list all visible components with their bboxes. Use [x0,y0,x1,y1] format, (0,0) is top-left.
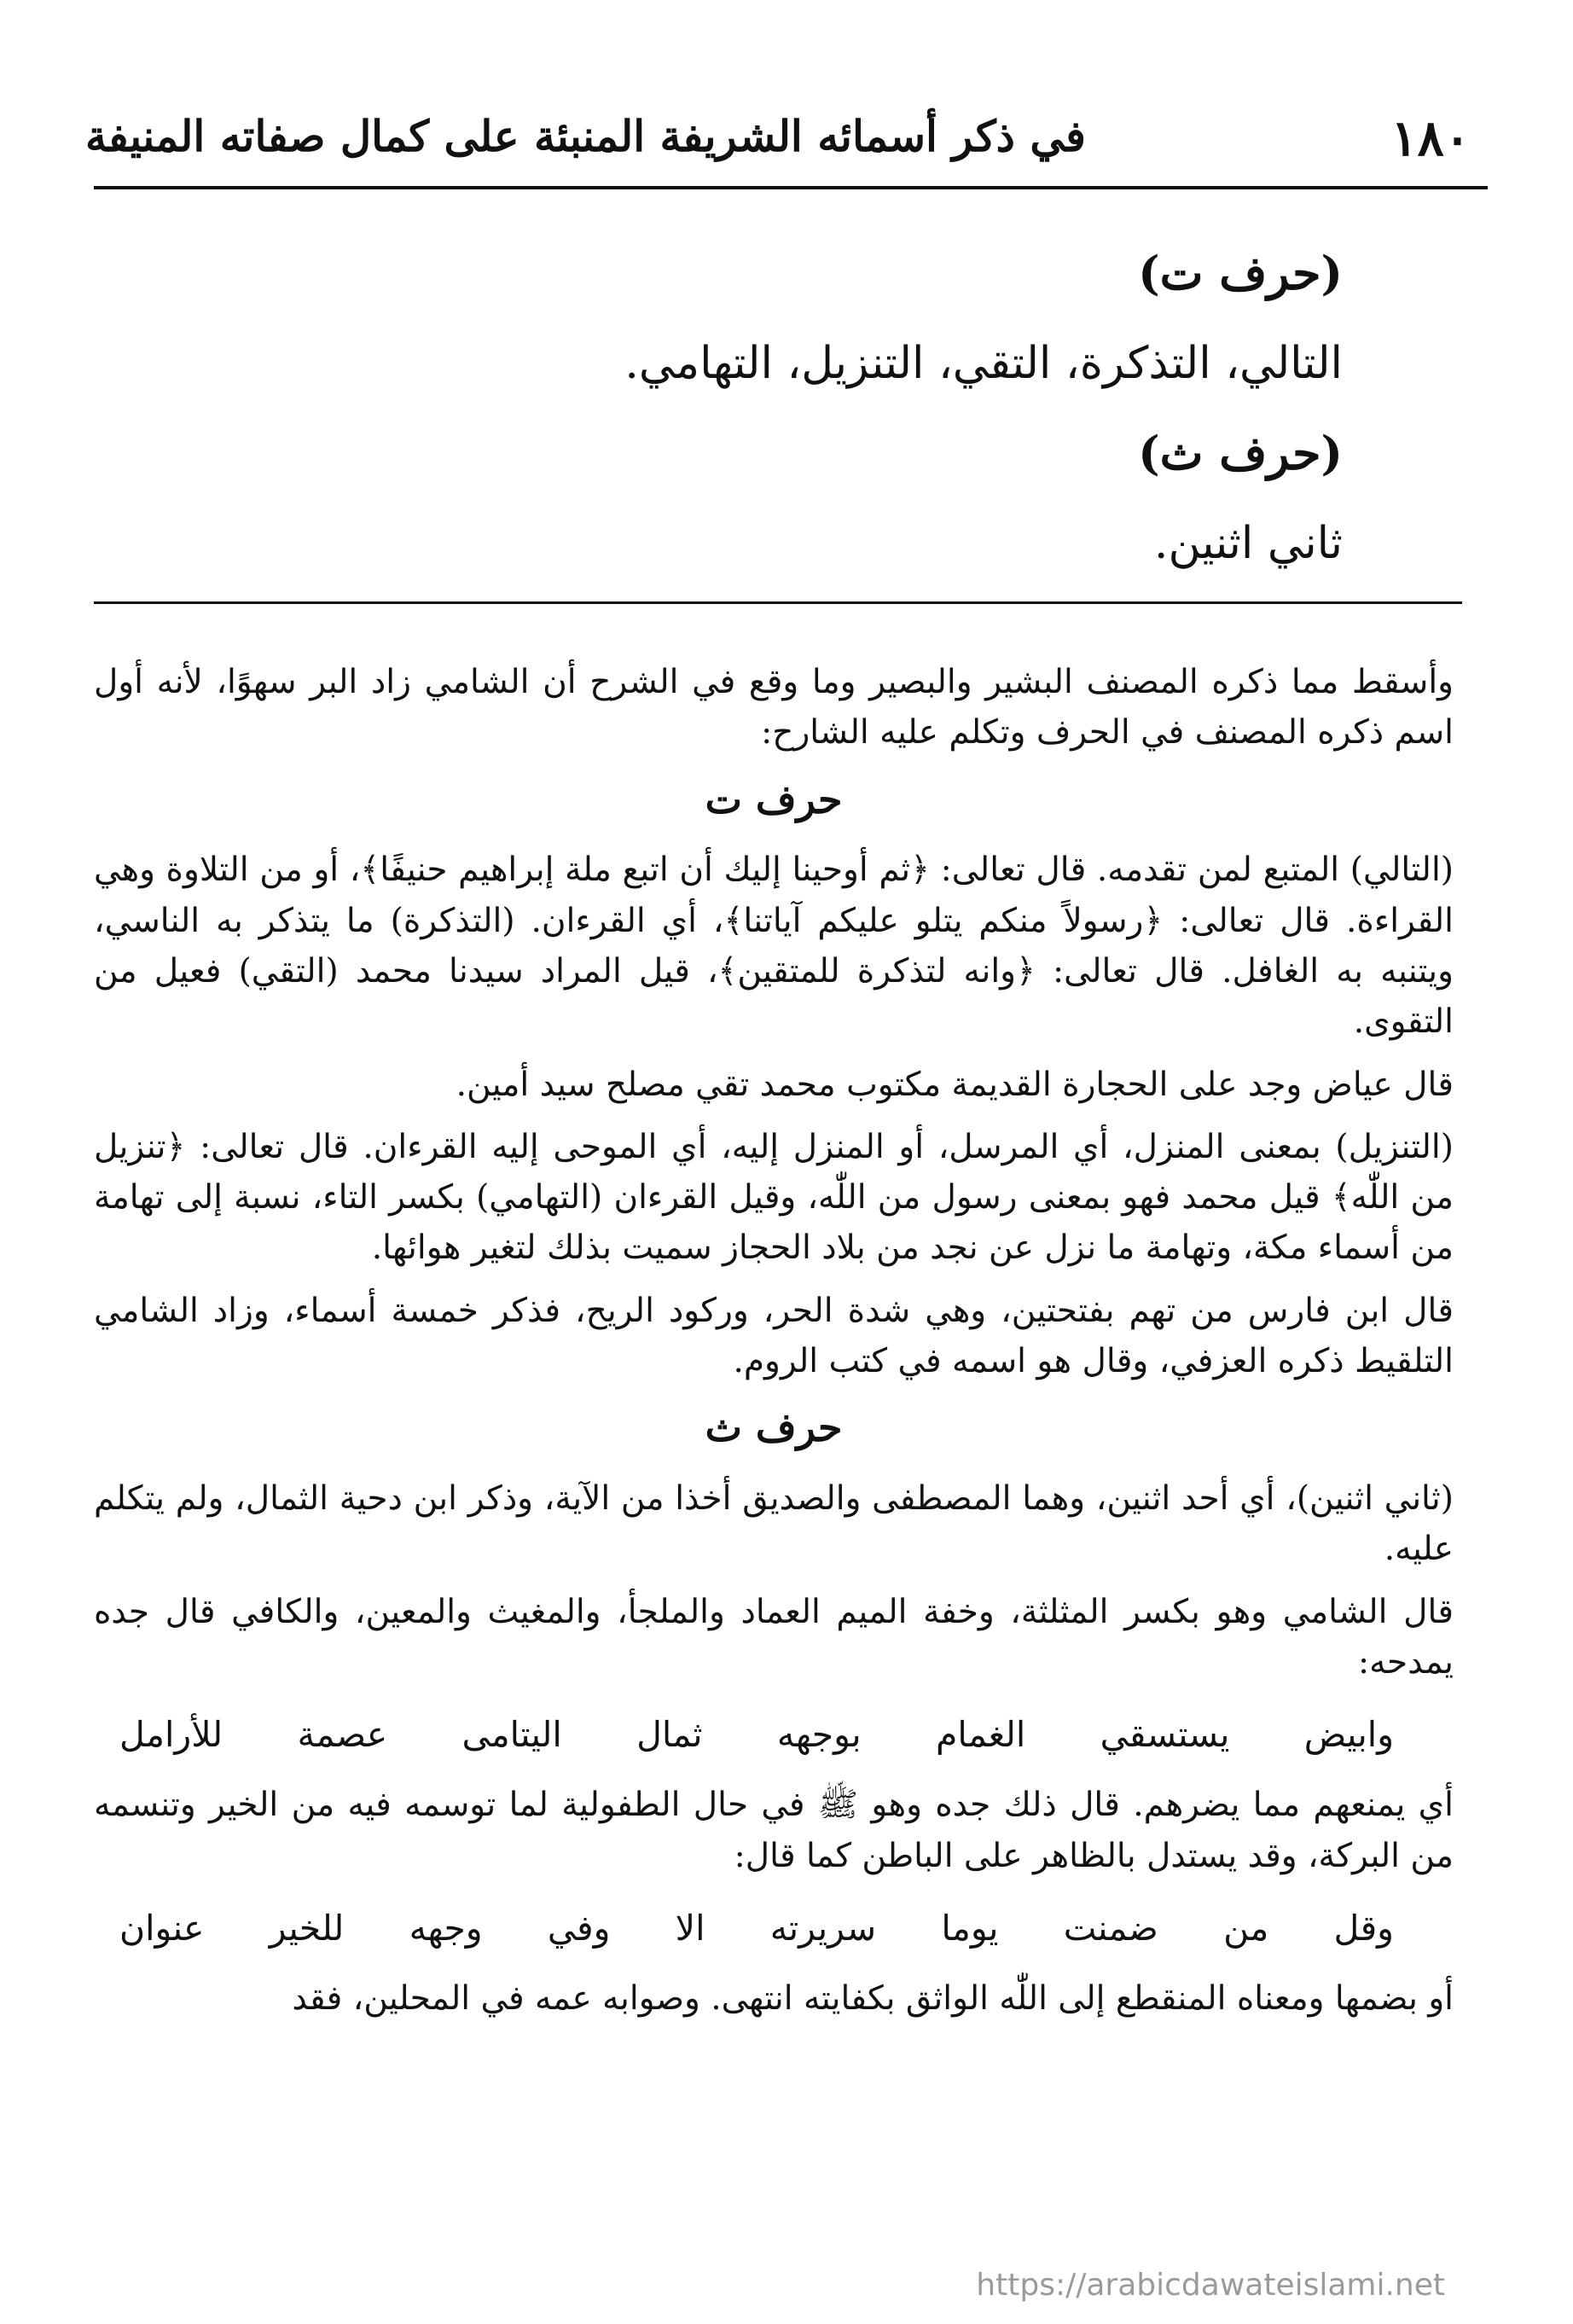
commentary-paragraph: قال الشامي وهو بكسر المثلثة، وخفة الميم العماد والملجأ، والمغيث والمعين، والكافي قال جده يمدحه: [94,1592,1454,1682]
commentary-paragraph: (التنزيل) بمعنى المنزل، أي المرسل، أو المنزل إليه، أي الموحى إليه القرءان. قال تعالى: ﴿تنزيل من اللّٰه﴾ قيل محمد فهو بمعنى رسول من اللّٰه، وقيل القرءان (التهامي) بكسر التاء، نسبة إلى تهامة من أسماء مكة، وتهامة ما نزل عن نجد من بلاد الحجاز سميت بذلك لتغير هوائها. [94,1127,1454,1268]
commentary-paragraph: (ثاني اثنين)، أي أحد اثنين، وهما المصطفى والصديق أخذا من الآية، وذكر ابن دحية الثمال، ولم يتكلم عليه. [94,1479,1454,1569]
page-header [85,102,1488,171]
commentary-paragraph: (التالي) المتبع لمن تقدمه. قال تعالى: ﴿ثم أوحينا إليك أن اتبع ملة إبراهيم حنيفًا﴾، أو من التلاوة وهي القراءة. قال تعالى: ﴿رسولاً منكم يتلو عليكم آياتنا﴾، أي القرءان. (التذكرة) ما يتذكر به الناسي، ويتنبه به الغافل. قال تعالى: ﴿وانه لتذكرة للمتقين﴾، قيل المراد سيدنا محمد (التقي) فعيل من التقوى. [94,851,1454,1042]
commentary-paragraph: أو بضمها ومعناه المنقطع إلى اللّٰه الواثق بكفايته انتهى. وصوابه عمه في المحلين، فقد [292,1979,1454,2019]
running-title: في ذكر أسمائه الشريفة المنبئة على كمال صفاته المنيفة [85,111,1086,161]
header-rule [94,186,1488,189]
section-heading-tha: (حرف ث) [1138,426,1343,480]
watermark-url: https://arabicdawateislami.net [976,2268,1445,2303]
poetry-verse: وقل من ضمنت يوما سريرته الا وفي وجهه للخير عنوان [119,1907,1394,1949]
commentary-text [94,657,1454,2036]
commentary-heading-ta: حرف ت [705,776,843,822]
page-number: ١٨٠ [1390,109,1471,167]
commentary-divider [94,601,1462,604]
commentary-paragraph: وأسقط مما ذكره المصنف البشير والبصير وما وقع في الشرح أن الشامي زاد البر سهوًا، لأنه أول اسم ذكره المصنف في الحرف وتكلم عليه الشارح: [94,663,1454,752]
main-text [102,239,1343,599]
commentary-paragraph: قال عياض وجد على الحجارة القديمة مكتوب محمد تقي مصلح سيد أمين. [456,1065,1454,1104]
commentary-heading-tha: حرف ث [705,1404,843,1451]
commentary-paragraph: قال ابن فارس من تهم بفتحتين، وهي شدة الحر، وركود الريح، فذكر خمسة أسماء، وزاد الشامي التلقيط ذكره العزفي، وقال هو اسمه في كتب الروم. [94,1291,1454,1380]
commentary-paragraph: أي يمنعهم مما يضرهم. قال ذلك جده وهو ﷺ في حال الطفولية لما توسمه فيه من الخير وتنسمه من البركة، وقد يستدل بالظاهر على الباطن كما قال: [94,1786,1454,1875]
names-list-tha: ثاني اثنين. [1153,518,1343,569]
section-heading-ta: (حرف ت) [1138,246,1343,300]
poetry-verse: وابيض يستسقي الغمام بوجهه ثمال اليتامى عصمة للأرامل [119,1714,1394,1756]
names-list-ta: التالي، التذكرة، التقي، التنزيل، التهامي. [624,338,1343,389]
